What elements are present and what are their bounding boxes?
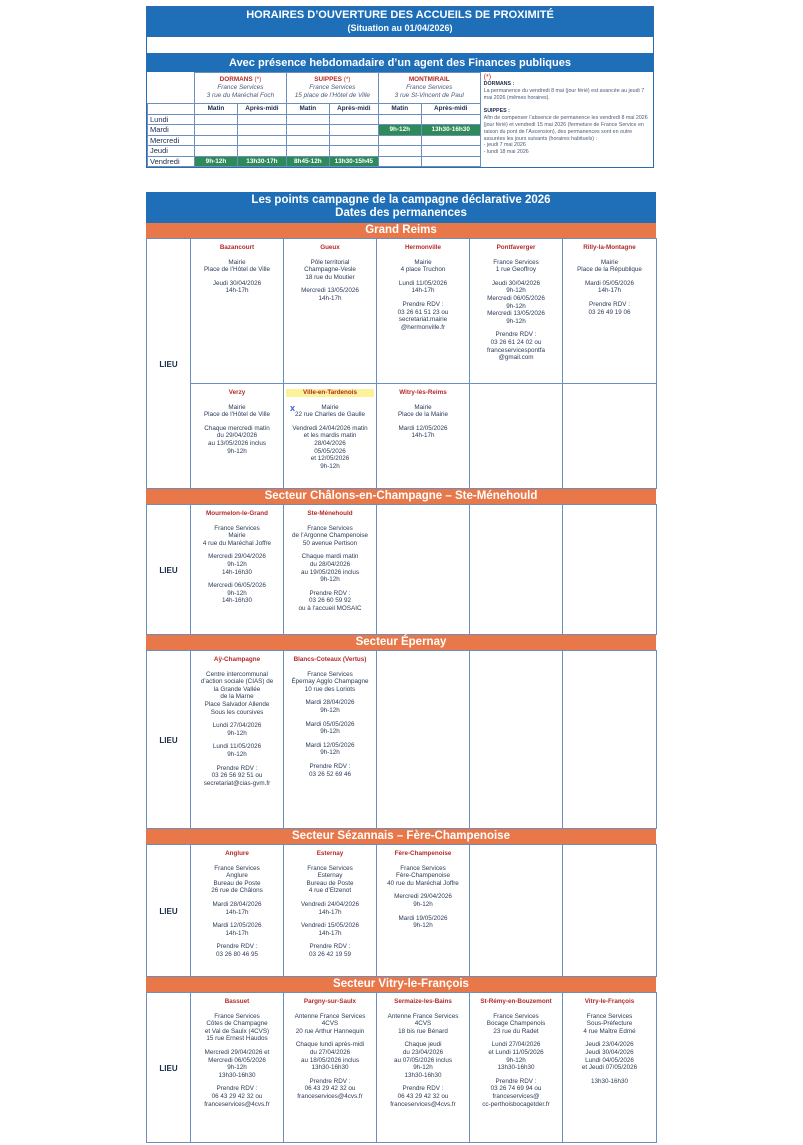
page-subtitle: (Situation au 01/04/2026) <box>147 22 653 36</box>
location-detail: Prendre RDV : 03 26 42 19 59 <box>308 943 352 958</box>
lieu-label: LIEU <box>147 845 191 977</box>
location-name: Hermonville <box>404 244 442 251</box>
location-detail: Mardi 12/05/2026 14h-17h <box>212 922 262 937</box>
location-detail: Jeudi 23/04/2026 Jeudi 30/04/2026 Lundi 04/05/2026 et Jeudi 07/05/2026 <box>581 1041 638 1072</box>
location-detail: Chaque mardi matin du 28/04/2026 au 19/05/2026 inclus 9h-12h <box>300 553 360 584</box>
location-name: Vitry-le-François <box>584 998 635 1005</box>
location-detail: Mairie Place de l’Hôtel de Ville <box>203 258 271 274</box>
location-detail: Prendre RDV : 06 43 29 42 32 ou franceservices@4cvs.fr <box>297 1077 363 1100</box>
location-cell <box>284 505 377 635</box>
location-name: Aÿ-Champagne <box>213 656 261 663</box>
location-cell <box>470 239 563 384</box>
section-table <box>146 992 657 1143</box>
location-name: Esternay <box>316 850 344 857</box>
location-cell <box>284 651 377 829</box>
location-detail: France Services Bocage Champenois 23 rue du Radet <box>486 1012 546 1035</box>
sections-container <box>146 223 656 1143</box>
location-detail: Prendre RDV : 03 26 49 19 06 <box>588 300 631 316</box>
location-detail: France Services Côtes de Champagne et Val de Saulx (4CVS) 15 rue Ernest Haudos <box>204 1012 270 1043</box>
location-cell <box>470 993 563 1143</box>
schedule-notes: (*) DORMANS : La permanence du vendredi 8 mai (jour férié) est avancée au jeudi 7 mai 2026 (mêmes horaires). SUIPPES : Afin de compenser l’absence de permanence les vendredi 8 mai 2026 (jour férié) et vendredi 15 mai 2026 (fermeture de France Service en raison du pont de l’Ascension), des permanences sont en outre assurées les jours suivants (horaires habituels) : - jeudi 7 mai 2026 - lundi 18 mai 2026 <box>483 73 648 156</box>
lieu-label: LIEU <box>147 651 191 829</box>
location-detail: Jeudi 30/04/2026 9h-12h Mercredi 06/05/2026 9h-12h Mercredi 13/05/2026 9h-12h <box>487 279 545 325</box>
empty-cell <box>377 505 470 635</box>
location-detail: Prendre RDV : 03 26 80 46 95 <box>215 943 259 958</box>
location-detail: Mercredi 29/04/2026 9h-12h <box>394 893 452 908</box>
location-detail: France Services Anglure Bureau de Poste 26 rue de Châlons <box>211 864 263 895</box>
slot-dormans-vendredi-am: 13h30-17h <box>237 156 286 167</box>
location-detail: Chaque jeudi du 23/04/2026 au 07/05/2026 inclus 9h-12h 13h30-16h30 <box>393 1041 453 1079</box>
location-detail: Mardi 28/04/2026 9h-12h <box>305 699 355 714</box>
location-detail: Mercredi 29/04/2026 et Mercredi 06/05/2026 9h-12h 13h30-16h30 <box>204 1048 270 1079</box>
empty-cell <box>470 384 563 489</box>
empty-cell <box>563 651 657 829</box>
empty-cell <box>470 651 563 829</box>
location-cell <box>191 651 284 829</box>
location-detail: Mairie Place de l’Hôtel de Ville <box>203 403 271 419</box>
location-cell <box>284 384 377 489</box>
location-detail: Prendre RDV : 06 43 29 42 32 ou franceservices@4cvs.fr <box>390 1085 456 1108</box>
spacer <box>147 36 653 54</box>
location-cell <box>191 993 284 1143</box>
location-detail: Mairie 22 rue Charles de Gaulle <box>294 403 365 419</box>
opening-hours-block <box>146 6 654 168</box>
location-detail: Jeudi 30/04/2026 14h-17h <box>212 279 262 295</box>
section-header: Secteur Châlons-en-Champagne – Ste-Ménehould <box>146 489 656 504</box>
location-detail: France Services 1 rue Geoffroy <box>493 258 539 274</box>
lieu-label: LIEU <box>147 993 191 1143</box>
slot-suippes-vendredi-matin: 8h45-12h <box>286 156 329 167</box>
location-detail: Lundi 11/05/2026 14h-17h <box>398 279 448 295</box>
slot-suippes-vendredi-am: 13h30-15h45 <box>329 156 378 167</box>
location-detail: Lundi 11/05/2026 9h-12h <box>212 743 262 758</box>
location-detail: France Services Épernay Agglo Champagne 10 rue des Loriots <box>291 670 369 693</box>
location-detail: Pôle territorial Champagne-Vesle 18 rue du Moutier <box>304 258 356 281</box>
location-cell <box>191 845 284 977</box>
row-mardi: Mardi 9h-12h 13h30-16h30 <box>148 125 654 136</box>
handwritten-mark: x <box>290 403 296 413</box>
location-detail: Lundi 27/04/2026 9h-12h <box>212 722 262 737</box>
location-detail: Mardi 12/05/2026 9h-12h <box>305 741 355 757</box>
location-cell <box>377 993 470 1143</box>
location-detail: Prendre RDV : 03 26 56 92 51 ou secretariat@cias-gvm.fr <box>203 764 271 787</box>
location-name: Verzy <box>228 389 246 396</box>
location-name: Blancs-Coteaux (Vertus) <box>293 656 367 663</box>
section-table <box>146 650 657 829</box>
location-detail: Mardi 19/05/2026 9h-12h <box>398 914 448 930</box>
schedule-table: DORMANS (*) France Services 3 rue du Maréchal Foch SUIPPES (*) France Services 15 place de l’Hôtel de Ville MONTMIRAIL France Services 3 rue St-Vincent de Paul (*) DORMANS : La permanence du vendredi 8 mai (jour férié) est avancée au jeudi 7 mai 2026 (mêmes horaires). SUIPPES : Afin de compenser l’absence de permanence les vendredi 8 mai 2026 (jour férié) et vendredi 15 mai 2026 (fermeture de France Service en raison du pont de l’Ascension), des permanences sont en outre assurées les jours suivants (horaires habituels) : - jeudi 7 mai 2026 - lundi 18 mai 2026 Matin Après-midi Matin Après-midi Matin Après-midi Lundi Mardi 9h-12h 13h30-16h30 Mercredi Jeudi Vendredi 9h-12h 13h30-17h 8h45-12h 13h30-15h45 <box>147 72 653 167</box>
location-cell <box>284 993 377 1143</box>
empty-cell <box>470 845 563 977</box>
campaign-title: Les points campagne de la campagne déclarative 2026 Dates des permanences <box>146 192 656 223</box>
location-name: Pontfaverger <box>496 244 536 251</box>
row-jeudi: Jeudi <box>148 146 654 157</box>
location-name: Bassuet <box>224 998 250 1005</box>
location-detail: Chaque mercredi matin du 29/04/2026 au 13/05/2026 inclus 9h-12h <box>204 424 270 455</box>
location-detail: Mercredi 13/05/2026 14h-17h <box>301 287 359 302</box>
campaign-block <box>146 192 656 1143</box>
location-cell <box>191 505 284 635</box>
location-detail: 13h30-16h30 <box>590 1077 629 1085</box>
lieu-label: LIEU <box>147 239 191 489</box>
section-table <box>146 238 657 489</box>
row-lundi: Lundi <box>148 114 654 125</box>
section-header: Secteur Vitry-le-François <box>146 977 656 992</box>
location-cell <box>563 239 657 384</box>
location-name: Bazancourt <box>219 244 255 251</box>
location-cell <box>377 239 470 384</box>
location-detail: France Services Sous-Préfecture 4 rue Maître Edmé <box>583 1012 636 1035</box>
location-cell <box>563 993 657 1143</box>
location-detail: Mercredi 29/04/2026 9h-12h 14h-16h30 <box>208 553 266 576</box>
location-detail: Mardi 12/05/2026 14h-17h <box>398 424 448 440</box>
section-table <box>146 504 657 635</box>
location-name: Pargny-sur-Saulx <box>303 998 357 1005</box>
location-detail: Centre intercommunal d’action sociale (CIAS) de la Grande Vallée de la Marne Place Salvador Allende Sous les coursives <box>200 670 274 716</box>
location-detail: Vendredi 24/04/2026 matin et les mardis matin 28/04/2026 05/05/2026 et 12/05/2026 9h-12h <box>292 424 368 470</box>
location-detail: Mardi 05/05/2026 14h-17h <box>584 279 634 295</box>
location-name: Ste-Ménehould <box>307 510 353 517</box>
row-mercredi: Mercredi <box>148 135 654 146</box>
location-detail: Chaque lundi après-midi du 27/04/2026 au 18/05/2026 inclus 13h30-16h30 <box>295 1041 365 1072</box>
location-detail: Antenne France Services 4CVS 20 rue Arthur Hannequin <box>294 1012 366 1035</box>
location-detail: Vendredi 24/04/2026 14h-17h <box>300 900 360 916</box>
slot-dormans-vendredi-matin: 9h-12h <box>194 156 237 167</box>
location-cell <box>377 384 470 489</box>
location-detail: Prendre RDV : 03 26 61 51 23 ou secretariat.mairie @hermonville.fr <box>397 300 449 331</box>
location-detail: France Services Esternay Bureau de Poste 4 rue d’Etzenot <box>306 864 354 895</box>
location-name: Witry-lès-Reims <box>399 389 447 396</box>
location-name: Mourmelon-le-Grand <box>206 510 268 517</box>
section-header: Secteur Sézannais – Fère-Champenoise <box>146 829 656 844</box>
empty-cell <box>563 845 657 977</box>
empty-cell <box>470 505 563 635</box>
location-detail: Mercredi 06/05/2026 9h-12h 14h-16h30 <box>208 582 266 605</box>
section-header: Secteur Épernay <box>146 635 656 650</box>
location-detail: Antenne France Services 4CVS 18 bis rue Bénard <box>387 1012 459 1035</box>
location-detail: Mairie Place de la République <box>577 258 642 274</box>
location-detail: Prendre RDV : 03 26 60 59 92 ou à l’accueil MOSAIC <box>298 589 362 612</box>
section-header: Grand Reims <box>146 223 656 238</box>
location-name: Sermaize-les-Bains <box>394 998 452 1005</box>
location-cell <box>284 845 377 977</box>
location-detail: Mairie 4 place Truchon <box>400 258 446 274</box>
location-cell <box>191 239 284 384</box>
location-detail: Prendre RDV : 03 26 74 69 94 ou franceservices@ cc-perthoisbocagetder.fr <box>482 1077 550 1108</box>
location-detail: Prendre RDV : 03 26 52 69 46 <box>308 762 352 778</box>
site-montmirail: MONTMIRAIL France Services 3 rue St-Vincent de Paul <box>378 73 480 104</box>
location-name: Ville-en-Tardenois <box>286 389 374 397</box>
location-detail: Vendredi 15/05/2026 14h-17h <box>300 922 360 937</box>
site-dormans: DORMANS (*) France Services 3 rue du Maréchal Foch <box>194 73 286 104</box>
page-title: HORAIRES D’OUVERTURE DES ACCUEILS DE PROXIMITÉ <box>147 7 653 22</box>
location-detail: Prendre RDV : 03 26 61 24 02 ou franceservicespontfa @gmail.com <box>486 331 546 362</box>
location-name: Fère-Champenoise <box>394 850 452 857</box>
lieu-label: LIEU <box>147 505 191 635</box>
section-table <box>146 844 657 977</box>
location-detail: France Services de l’Argonne Champenoise 50 avenue Pertison <box>292 524 368 547</box>
location-cell <box>284 239 377 384</box>
location-name: Anglure <box>225 850 249 857</box>
location-name: Rilly-la-Montagne <box>583 244 636 251</box>
banner: Avec présence hebdomadaire d’un agent des Finances publiques <box>147 54 653 72</box>
location-cell <box>377 845 470 977</box>
empty-cell <box>563 384 657 489</box>
slot-montmirail-mardi-am: 13h30-16h30 <box>421 125 480 136</box>
location-detail: Mairie Place de la Mairie <box>397 403 449 419</box>
row-vendredi: Vendredi 9h-12h 13h30-17h 8h45-12h 13h30-15h45 <box>148 156 654 167</box>
site-suippes: SUIPPES (*) France Services 15 place de l’Hôtel de Ville <box>286 73 378 104</box>
empty-cell <box>563 505 657 635</box>
location-name: St-Rémy-en-Bouzemont <box>480 998 552 1005</box>
location-detail: Prendre RDV : 06 43 29 42 32 ou franceservices@4cvs.fr <box>204 1085 270 1108</box>
location-detail: France Services Mairie 4 rue du Maréchal Joffre <box>202 524 272 547</box>
location-cell <box>191 384 284 489</box>
slot-montmirail-mardi-matin: 9h-12h <box>378 125 421 136</box>
location-name: Gueux <box>320 244 340 251</box>
location-detail: France Services Fère-Champenoise 40 rue du Maréchal Joffre <box>387 864 459 887</box>
location-detail: Mardi 05/05/2026 9h-12h <box>305 720 355 736</box>
empty-cell <box>377 651 470 829</box>
location-detail: Mardi 28/04/2026 14h-17h <box>212 900 262 916</box>
location-detail: Lundi 27/04/2026 et Lundi 11/05/2026 9h-12h 13h30-16h30 <box>488 1041 544 1072</box>
